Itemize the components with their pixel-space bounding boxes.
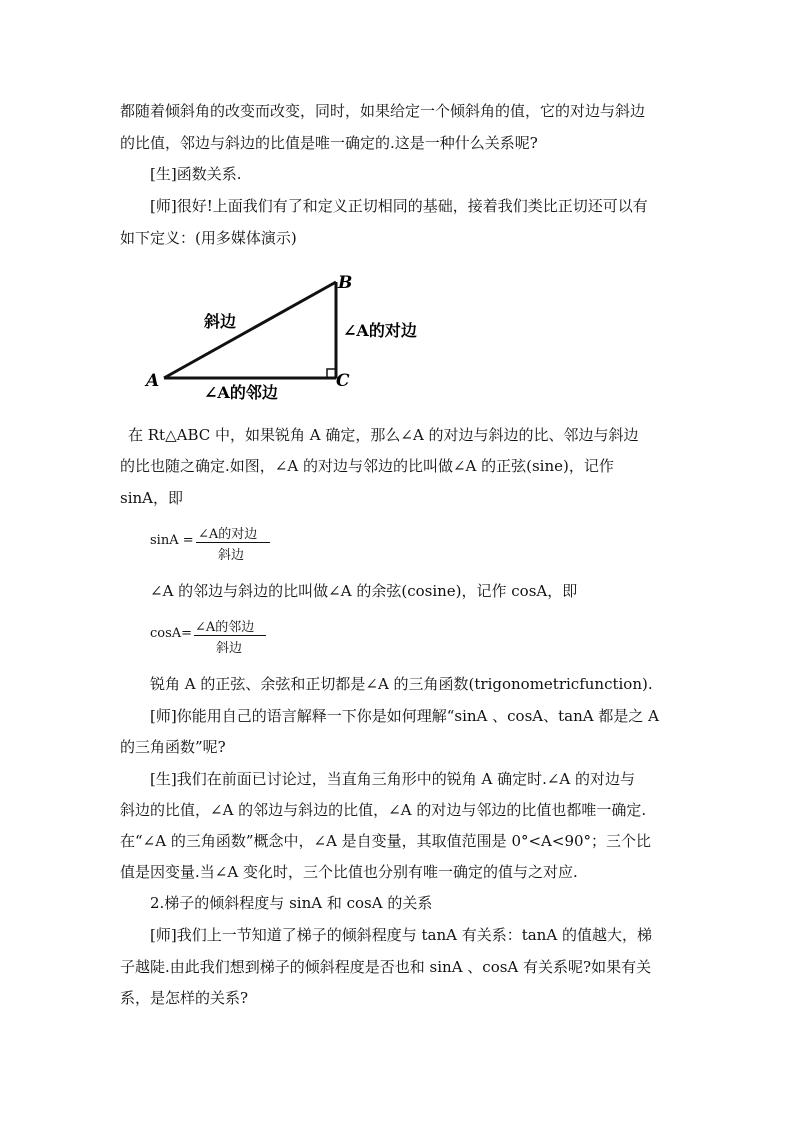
triangle-figure [140, 264, 450, 404]
cosine-numerator: ∠A的邻边 [195, 620, 255, 635]
fraction-bar [194, 635, 266, 636]
section-heading: 2.梯子的倾斜程度与 sinA 和 cosA 的关系 [150, 894, 433, 912]
paragraph-line: 的比也随之确定.如图，∠A 的对边与邻边的比叫做∠A 的正弦(sine)，记作 [120, 457, 614, 475]
paragraph-line: 锐角 A 的正弦、余弦和正切都是∠A 的三角函数(trigonometricfunction). [150, 675, 653, 693]
paragraph-line: 值是因变量.当∠A 变化时，三个比值也分别有唯一确定的值与之对应. [120, 863, 578, 881]
sine-formula-lhs: sinA = [150, 533, 194, 548]
paragraph-line: [师]你能用自己的语言解释一下你是如何理解“sinA 、cosA、tanA 都是之 A [150, 707, 659, 725]
cosine-formula-lhs: cosA= [150, 626, 193, 641]
paragraph-line: ∠A 的邻边与斜边的比叫做∠A 的余弦(cosine)，记作 cosA，即 [150, 582, 578, 600]
vertex-a-label: A [146, 371, 160, 391]
hypotenuse-label: 斜边 [204, 312, 237, 331]
adjacent-side-label: ∠A的邻边 [204, 383, 278, 402]
paragraph-line: 的比值，邻边与斜边的比值是唯一确定的.这是一种什么关系呢? [120, 134, 538, 152]
paragraph-line: 在 Rt△ABC 中，如果锐角 A 确定，那么∠A 的对边与斜边的比、邻边与斜边 [128, 426, 639, 444]
paragraph-line: 子越陡.由此我们想到梯子的倾斜程度是否也和 sinA 、cosA 有关系呢?如果有关 [120, 958, 652, 976]
paragraph-line: [师]我们上一节知道了梯子的倾斜程度与 tanA 有关系：tanA 的值越大，梯 [150, 926, 652, 944]
cosine-formula [150, 616, 280, 656]
paragraph-line: [生]我们在前面已讨论过，当直角三角形中的锐角 A 确定时.∠A 的对边与 [150, 770, 636, 788]
paragraph-line: 在“∠A 的三角函数”概念中，∠A 是自变量，其取值范围是 0°<A<90°；三个比 [120, 832, 652, 850]
vertex-c-label: C [336, 371, 350, 391]
paragraph-line: 系，是怎样的关系? [120, 989, 249, 1007]
fraction-bar [196, 542, 270, 543]
sine-formula [150, 523, 280, 563]
cosine-denominator: 斜边 [216, 641, 243, 656]
paragraph-line: 的三角函数”呢? [120, 738, 226, 756]
sine-denominator: 斜边 [218, 548, 245, 563]
paragraph-line: sinA，即 [120, 489, 183, 507]
sine-numerator: ∠A的对边 [198, 527, 258, 542]
paragraph-line: 如下定义：(用多媒体演示) [120, 229, 297, 247]
paragraph-line: 斜边的比值，∠A 的邻边与斜边的比值，∠A 的对边与邻边的比值也都唯一确定. [120, 801, 647, 819]
paragraph-line: [师]很好!上面我们有了和定义正切相同的基础，接着我们类比正切还可以有 [150, 197, 648, 215]
paragraph-line: [生]函数关系. [150, 165, 242, 183]
paragraph-line: 都随着倾斜角的改变而改变，同时，如果给定一个倾斜角的值，它的对边与斜边 [120, 102, 646, 120]
vertex-b-label: B [338, 273, 353, 293]
opposite-side-label: ∠A的对边 [343, 321, 417, 340]
